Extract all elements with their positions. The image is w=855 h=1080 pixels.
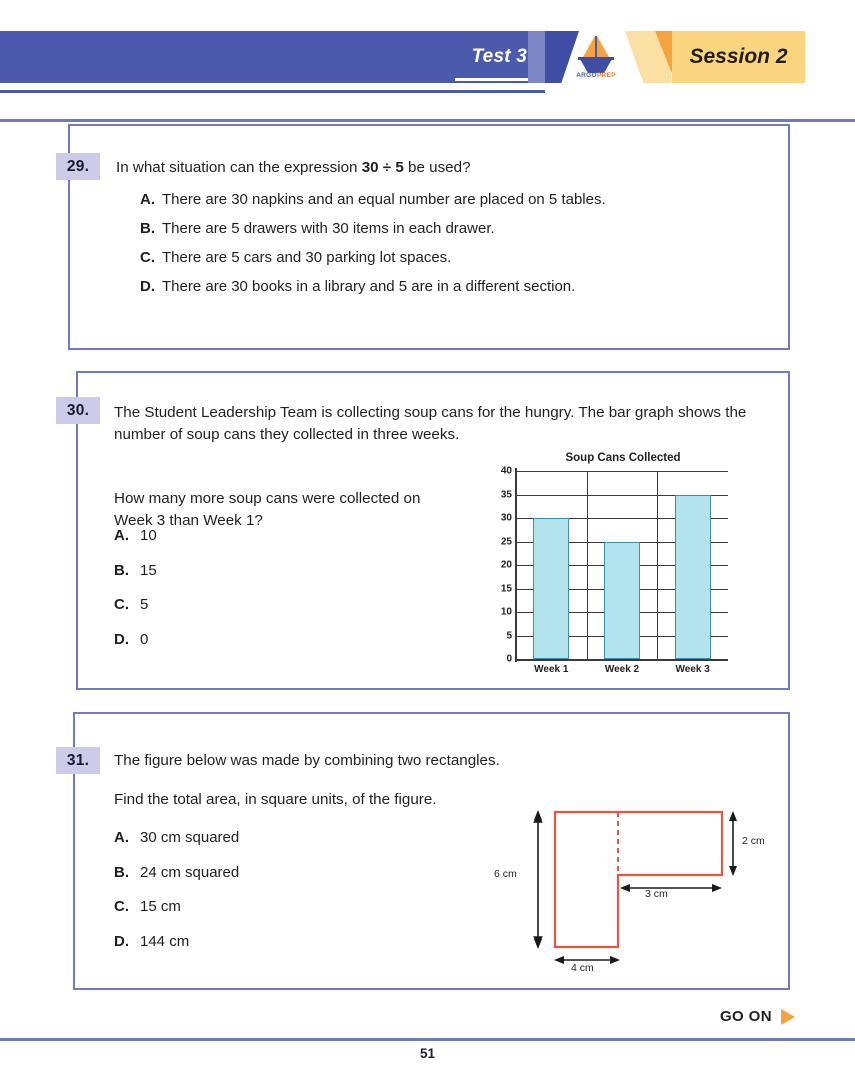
q29-stem-expression: 30 ÷ 5 <box>361 159 404 176</box>
choice-letter: D. <box>114 932 129 950</box>
chart-bar <box>533 518 569 659</box>
choice-letter: B. <box>114 863 129 881</box>
footer-rule <box>0 1038 855 1041</box>
choice-text: 30 cm squared <box>140 829 240 846</box>
question-31-stem-line1: The figure below was made by combining two rectangles. <box>114 752 500 769</box>
chart-category-separator <box>587 471 588 659</box>
choice-option[interactable] <box>114 932 434 952</box>
header-bottom-rule <box>0 119 855 122</box>
l-shape-svg <box>490 800 790 980</box>
test-label: Test 3 <box>471 46 527 67</box>
chart-y-tick-label: 20 <box>500 559 512 571</box>
chart-y-tick-label: 40 <box>500 465 512 477</box>
question-29-choices <box>140 190 760 306</box>
chart-x-tick-label: Week 3 <box>675 664 710 675</box>
choice-text: 10 <box>140 527 157 544</box>
choice-option[interactable] <box>114 561 414 581</box>
figure-outline <box>555 812 722 947</box>
session-label: Session 2 <box>672 31 805 83</box>
choice-letter: B. <box>140 220 155 237</box>
choice-letter: C. <box>140 249 155 266</box>
test-label-underline <box>455 78 532 81</box>
choice-option[interactable] <box>140 248 760 268</box>
chart-title: Soup Cans Collected <box>565 452 681 464</box>
question-number-29: 29. <box>56 153 100 180</box>
chart-y-tick-label: 25 <box>500 536 512 547</box>
choice-option[interactable] <box>114 526 414 546</box>
triangle-right-icon <box>781 1009 795 1025</box>
choice-option[interactable] <box>114 630 414 650</box>
question-30-sub-prompt: How many more soup cans were collected on Week 3 than Week 1? <box>114 490 421 529</box>
chart-y-tick-label: 35 <box>500 489 512 500</box>
l-shape-figure <box>490 800 790 980</box>
chart-y-tick-label: 15 <box>500 583 512 594</box>
chart-y-tick-label: 5 <box>506 630 512 641</box>
choice-letter: D. <box>140 278 155 295</box>
choice-text: 0 <box>140 630 149 648</box>
choice-letter: B. <box>114 561 129 579</box>
go-on-indicator <box>720 1008 795 1025</box>
page-header <box>0 31 855 83</box>
choice-option[interactable] <box>140 190 760 210</box>
choice-letter: A. <box>140 191 155 208</box>
logo-word-argo: ARGO <box>576 72 597 79</box>
figure-label-bottom-width: 4 cm <box>571 962 594 974</box>
q29-stem-after: be used? <box>403 159 471 176</box>
choice-letter: C. <box>114 596 129 613</box>
chart-bar <box>675 495 711 660</box>
figure-label-left-height: 6 cm <box>494 868 517 880</box>
choice-option[interactable] <box>114 863 434 883</box>
go-on-label: GO ON <box>719 1008 772 1025</box>
chart-x-axis <box>515 659 728 661</box>
chart-gridline <box>516 471 728 472</box>
chart-bar <box>604 542 640 660</box>
figure-label-right-height: 2 cm <box>742 835 765 847</box>
choice-text: There are 5 cars and 30 parking lot spaces. <box>162 249 452 266</box>
choice-option[interactable] <box>114 897 434 917</box>
choice-letter: A. <box>114 829 129 846</box>
choice-option[interactable] <box>140 277 760 297</box>
choice-text: 24 cm squared <box>140 863 240 881</box>
question-29-stem <box>116 157 756 179</box>
choice-option[interactable] <box>114 595 414 615</box>
chart-y-tick-label: 30 <box>500 512 512 524</box>
header-blue-underbar <box>0 90 545 93</box>
choice-letter: D. <box>114 630 129 648</box>
question-30-stem: The Student Leadership Team is collecting soup cans for the hungry. The bar graph shows the number of soup cans they collected in three weeks. <box>114 404 747 443</box>
choice-letter: A. <box>114 527 129 544</box>
choice-text: There are 30 napkins and an equal number are placed on 5 tables. <box>162 191 606 208</box>
figure-label-top-right-width: 3 cm <box>645 888 668 900</box>
question-number-31: 31. <box>56 747 100 774</box>
chart-y-tick-label: 10 <box>500 606 512 618</box>
choice-option[interactable] <box>114 828 434 848</box>
choice-letter: C. <box>114 898 129 915</box>
question-31-stem-line2: Find the total area, in square units, of the figure. <box>114 791 437 808</box>
logo-word-prep: PREP <box>596 72 616 79</box>
question-31-choices <box>114 828 434 966</box>
choice-text: There are 5 drawers with 30 items in each drawer. <box>162 220 495 237</box>
choice-text: 15 <box>140 561 157 579</box>
question-30-choices <box>114 526 414 664</box>
choice-option[interactable] <box>140 219 760 239</box>
q29-stem-before: In what situation can the expression <box>116 159 362 176</box>
chart-x-tick-label: Week 2 <box>604 664 640 675</box>
logo-wordmark <box>566 72 626 79</box>
page-number: 51 <box>419 1046 436 1061</box>
chart-y-tick-label: 0 <box>506 653 512 665</box>
question-number-30: 30. <box>56 397 100 424</box>
chart-category-separator <box>657 471 658 659</box>
choice-text: 5 <box>140 596 149 613</box>
choice-text: 15 cm <box>140 898 181 915</box>
choice-text: There are 30 books in a library and 5 are in a different section. <box>162 278 576 295</box>
choice-text: 144 cm <box>140 932 190 950</box>
chart-x-tick-label: Week 1 <box>534 664 569 675</box>
